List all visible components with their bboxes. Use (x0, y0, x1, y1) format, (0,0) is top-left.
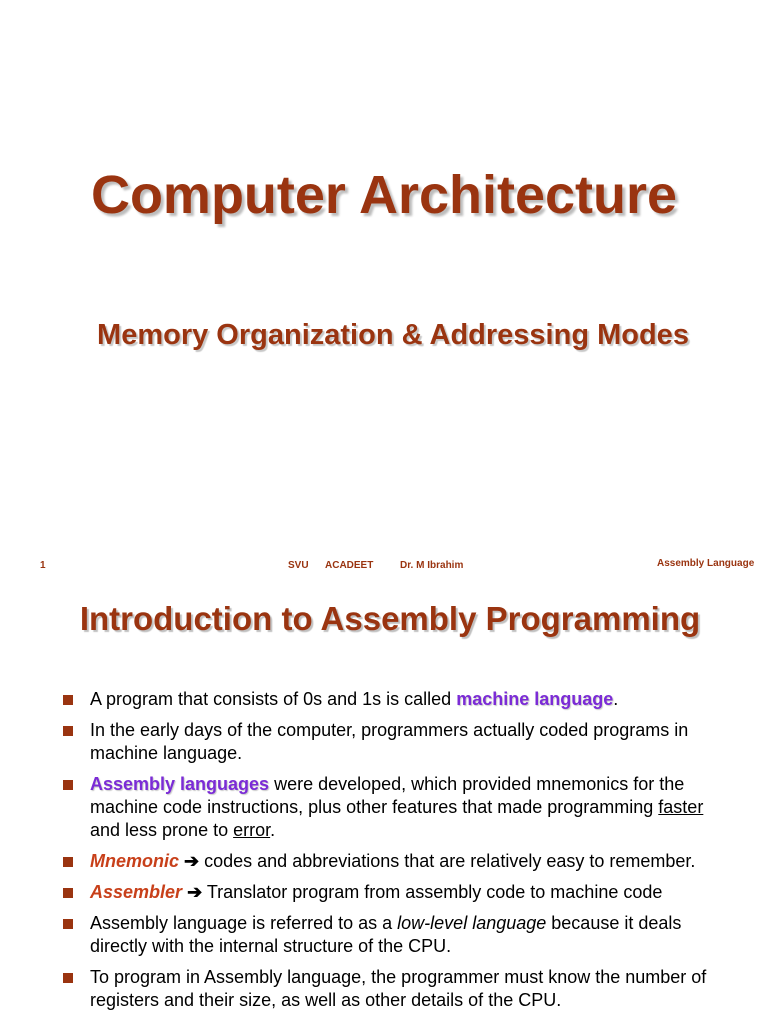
footer-org: SVU (288, 560, 309, 571)
footer-author: Dr. M Ibrahim (400, 560, 464, 571)
square-bullet-icon (63, 726, 73, 736)
arrow-icon: ➔ (184, 851, 200, 871)
page-subtitle: Memory Organization & Addressing Modes (97, 319, 689, 351)
square-bullet-icon (63, 973, 73, 983)
keyword: Assembler (90, 882, 183, 902)
footer-dept: ACADEET (325, 560, 374, 571)
square-bullet-icon (63, 780, 73, 790)
footer-topic: Assembly Language (657, 558, 755, 569)
square-bullet-icon (63, 695, 73, 705)
section-heading: Introduction to Assembly Programming (79, 600, 701, 637)
square-bullet-icon (63, 888, 73, 898)
page-title: Computer Architecture (90, 165, 678, 225)
square-bullet-icon (63, 919, 73, 929)
list-item: Assembler ➔ Translator program from assembly code to machine code (60, 881, 720, 904)
slide-number: 1 (40, 560, 46, 571)
keyword: Assembly languages (90, 774, 270, 794)
list-item: In the early days of the computer, programmers actually coded programs in machine language. (60, 719, 720, 765)
arrow-icon: ➔ (187, 882, 203, 902)
list-item: Assembly language is referred to as a low-level language because it deals directly with the internal structure of the CPU. (60, 912, 720, 958)
keyword: Mnemonic (90, 851, 180, 871)
keyword: machine language (456, 689, 614, 709)
square-bullet-icon (63, 857, 73, 867)
list-item: Mnemonic ➔ codes and abbreviations that are relatively easy to remember. (60, 850, 720, 873)
list-item: To program in Assembly language, the programmer must know the number of registers and their size, as well as other details of the CPU. (60, 966, 720, 1012)
list-item: Assembly languages were developed, which provided mnemonics for the machine code instructions, plus other features that made programming faster and less prone to error. (60, 773, 720, 842)
list-item: A program that consists of 0s and 1s is called machine language. (60, 688, 720, 711)
bullet-list (60, 688, 720, 1020)
